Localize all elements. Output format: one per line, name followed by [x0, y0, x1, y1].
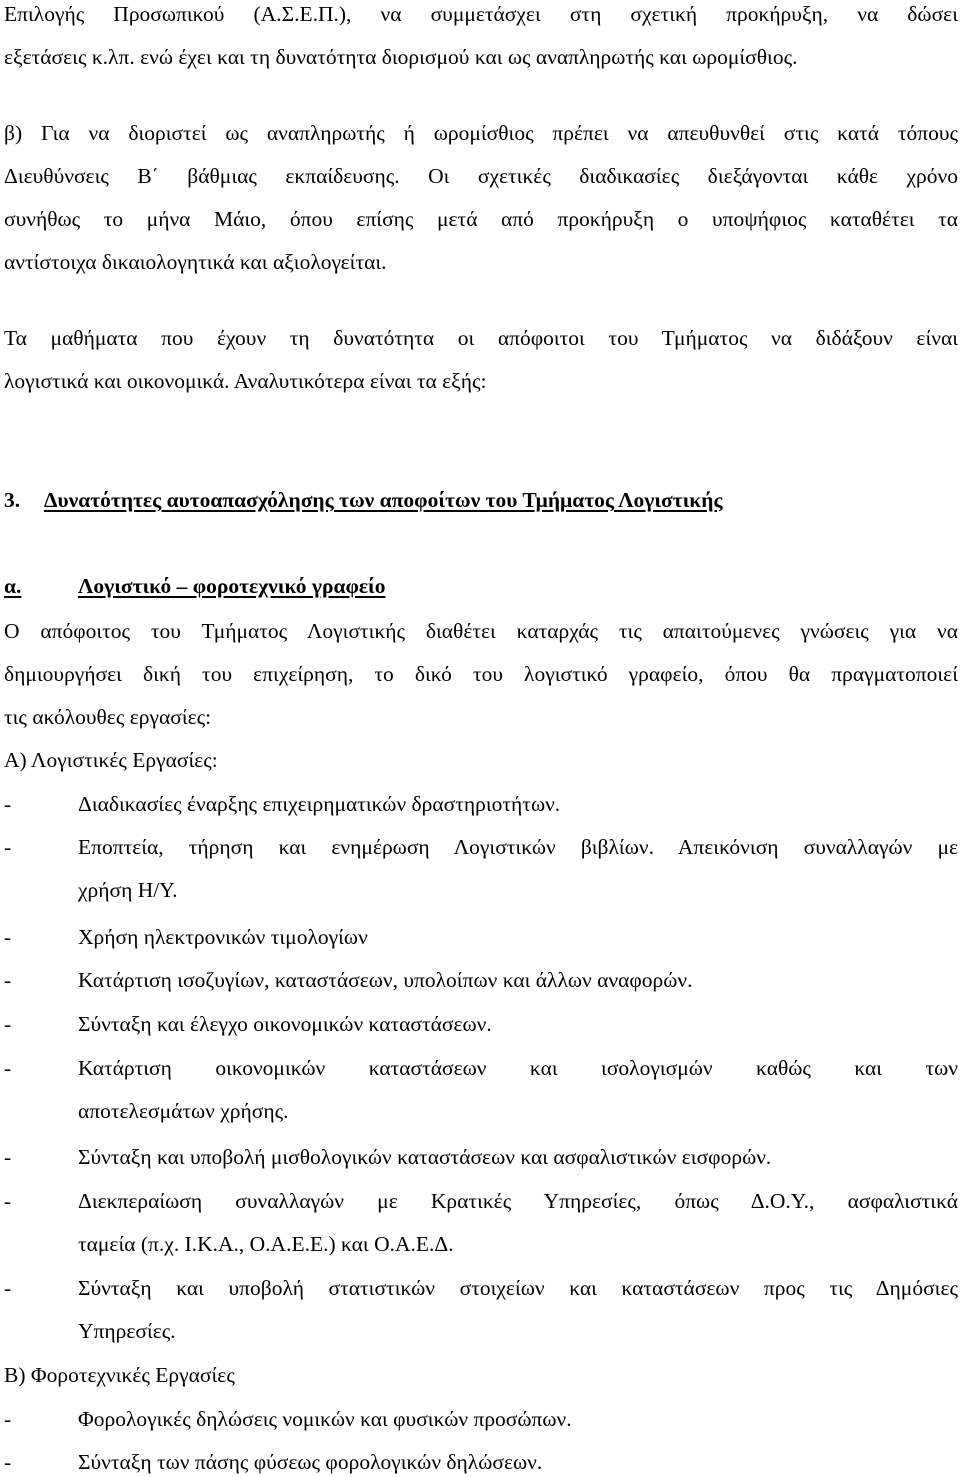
list-item-text: Σύνταξη και υποβολή μισθολογικών καταστάσεων και ασφαλιστικών εισφορών.	[78, 1145, 772, 1169]
list-dash: -	[4, 925, 12, 949]
intro-line-1: Επιλογής Προσωπικού (Α.Σ.Ε.Π.), να συμμετάσχει στη σχετική προκήρυξη, να δώσει	[4, 2, 958, 26]
b-para-line-2: Διευθύνσεις Β΄ βάθμιας εκπαίδευσης. Οι σχετικές διαδικασίες διεξάγονται κάθε χρόνο	[4, 164, 958, 188]
subsection-intro-line-2: δημιουργήσει δική του επιχείρηση, το δικό του λογιστικό γραφείο, όπου θα πραγματοποιεί	[4, 662, 958, 686]
group-b-heading: Β) Φοροτεχνικές Εργασίες	[4, 1363, 235, 1387]
list-item-text: ταμεία (π.χ. Ι.Κ.Α., Ο.Α.Ε.Ε.) και Ο.Α.Ε.Δ.	[78, 1232, 454, 1256]
b-para-line-4: αντίστοιχα δικαιολογητικά και αξιολογείται.	[4, 250, 387, 274]
list-item-text: Χρήση ηλεκτρονικών τιμολογίων	[78, 925, 368, 949]
list-dash: -	[4, 1012, 12, 1036]
b-para-line-3: συνήθως το μήνα Μάιο, όπου επίσης μετά από προκήρυξη ο υποψήφιος καταθέτει τα	[4, 207, 958, 231]
list-item-text: Σύνταξη και έλεγχο οικονομικών καταστάσεων.	[78, 1012, 492, 1036]
courses-line-2: λογιστικά και οικονομικά. Αναλυτικότερα είναι τα εξής:	[4, 369, 487, 393]
list-dash: -	[4, 1056, 12, 1080]
subsection-title: Λογιστικό – φοροτεχνικό γραφείο	[78, 574, 386, 598]
list-item-text: Κατάρτιση οικονομικών καταστάσεων και ισολογισμών καθώς και των	[78, 1056, 958, 1080]
list-dash: -	[4, 1407, 12, 1431]
list-item-text: Διαδικασίες έναρξης επιχειρηματικών δραστηριοτήτων.	[78, 792, 561, 816]
list-item-text: αποτελεσμάτων χρήσης.	[78, 1099, 289, 1123]
list-item-text: Διεκπεραίωση συναλλαγών με Κρατικές Υπηρεσίες, όπως Δ.Ο.Υ., ασφαλιστικά	[78, 1189, 958, 1213]
list-item-text: Υπηρεσίες.	[78, 1319, 176, 1343]
list-dash: -	[4, 1145, 12, 1169]
section-number: 3.	[4, 488, 21, 512]
subsection-intro-line-1: Ο απόφοιτος του Τμήματος Λογιστικής διαθέτει καταρχάς τις απαιτούμενες γνώσεις για να	[4, 619, 958, 643]
list-item-text: χρήση Η/Υ.	[78, 878, 178, 902]
list-item-text: Σύνταξη των πάσης φύσεως φορολογικών δηλώσεων.	[78, 1450, 543, 1474]
list-dash: -	[4, 1189, 12, 1213]
list-dash: -	[4, 1276, 12, 1300]
list-dash: -	[4, 792, 12, 816]
list-dash: -	[4, 968, 12, 992]
subsection-letter: α.	[4, 574, 22, 598]
list-dash: -	[4, 1450, 12, 1474]
section-title: Δυνατότητες αυτοαπασχόλησης των αποφοίτων του Τμήματος Λογιστικής	[44, 488, 723, 512]
list-item-text: Σύνταξη και υποβολή στατιστικών στοιχείων και καταστάσεων προς τις Δημόσιες	[78, 1276, 958, 1300]
list-item-text: Εποπτεία, τήρηση και ενημέρωση Λογιστικών βιβλίων. Απεικόνιση συναλλαγών με	[78, 835, 958, 859]
list-item-text: Κατάρτιση ισοζυγίων, καταστάσεων, υπολοίπων και άλλων αναφορών.	[78, 968, 693, 992]
subsection-heading	[4, 573, 958, 599]
section-heading	[4, 487, 958, 513]
group-a-heading: Α) Λογιστικές Εργασίες:	[4, 748, 218, 772]
list-dash: -	[4, 835, 12, 859]
intro-line-2: εξετάσεις κ.λπ. ενώ έχει και τη δυνατότητα διορισμού και ως αναπληρωτής και ωρομίσθιος.	[4, 45, 798, 69]
subsection-intro-line-3: τις ακόλουθες εργασίες:	[4, 705, 212, 729]
courses-line-1: Τα μαθήματα που έχουν τη δυνατότητα οι απόφοιτοι του Τμήματος να διδάξουν είναι	[4, 326, 958, 350]
list-item-text: Φορολογικές δηλώσεις νομικών και φυσικών προσώπων.	[78, 1407, 572, 1431]
b-para-line-1: β) Για να διοριστεί ως αναπληρωτής ή ωρομίσθιος πρέπει να απευθυνθεί στις κατά τόπους	[4, 121, 958, 145]
